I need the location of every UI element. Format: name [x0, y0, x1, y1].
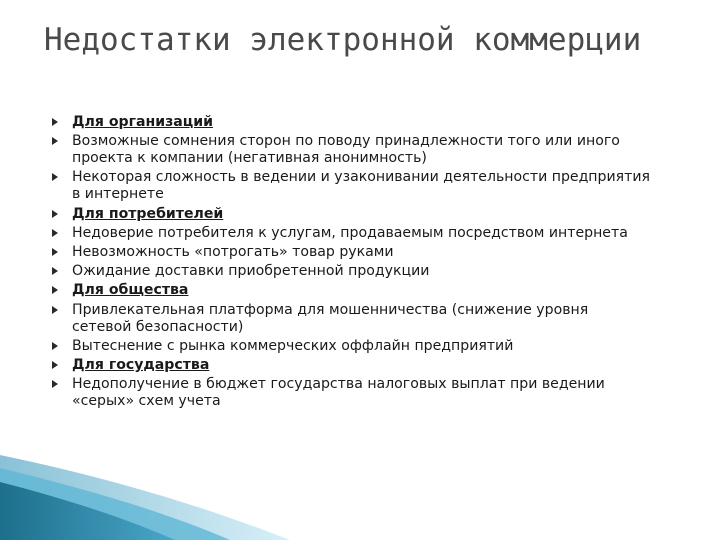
bullet-item: [52, 244, 652, 261]
triangle-bullet-icon: [52, 248, 58, 256]
corner-wave-mid: [0, 468, 230, 540]
bullet-text: Возможные сомнения сторон по поводу принадлежности того или иного проекта к компании (негативная анонимность): [72, 133, 620, 167]
bullet-item: [52, 338, 652, 355]
bullet-text: Вытеснение с рынка коммерческих оффлайн предприятий: [72, 337, 514, 354]
section-heading: [52, 357, 652, 374]
triangle-bullet-icon: [52, 380, 58, 388]
bullet-item: [52, 133, 652, 167]
triangle-bullet-icon: [52, 173, 58, 181]
corner-wave-dark: [0, 482, 175, 540]
bullet-item: [52, 169, 652, 203]
corner-wave-light: [0, 455, 290, 540]
section-heading: [52, 282, 652, 299]
bullet-text: Некоторая сложность в ведении и узаконивании деятельности предприятия в интернете: [72, 169, 650, 203]
bullet-text: Недополучение в бюджет государства налоговых выплат при ведении «серых» схем учета: [72, 376, 605, 410]
bullet-item: [52, 263, 652, 280]
bullet-text: Привлекательная платформа для мошенничества (снижение уровня сетевой безопасности): [72, 301, 589, 335]
bullet-item: [52, 225, 652, 242]
bullet-text: Для организаций: [72, 114, 213, 130]
triangle-bullet-icon: [52, 137, 58, 145]
bullet-text: Недоверие потребителя к услугам, продаваемым посредством интернета: [72, 224, 628, 241]
bullet-text: Невозможность «потрогать» товар руками: [72, 243, 394, 260]
bullet-text: Ожидание доставки приобретенной продукции: [72, 263, 430, 280]
triangle-bullet-icon: [52, 342, 58, 350]
section-heading: [52, 206, 652, 223]
triangle-bullet-icon: [52, 229, 58, 237]
triangle-bullet-icon: [52, 361, 58, 369]
triangle-bullet-icon: [52, 118, 58, 126]
bullet-text: Для потребителей: [72, 205, 224, 222]
bullet-item: [52, 376, 652, 410]
section-heading: [52, 114, 652, 131]
triangle-bullet-icon: [52, 210, 58, 218]
triangle-bullet-icon: [52, 267, 58, 275]
bullet-text: Для государства: [72, 356, 210, 373]
triangle-bullet-icon: [52, 306, 58, 314]
triangle-bullet-icon: [52, 286, 58, 294]
bullet-text: Для общества: [72, 282, 189, 299]
bullet-item: [52, 302, 652, 336]
slide-title: Недостатки электронной коммерции: [44, 22, 642, 58]
bullet-list: [52, 114, 652, 412]
